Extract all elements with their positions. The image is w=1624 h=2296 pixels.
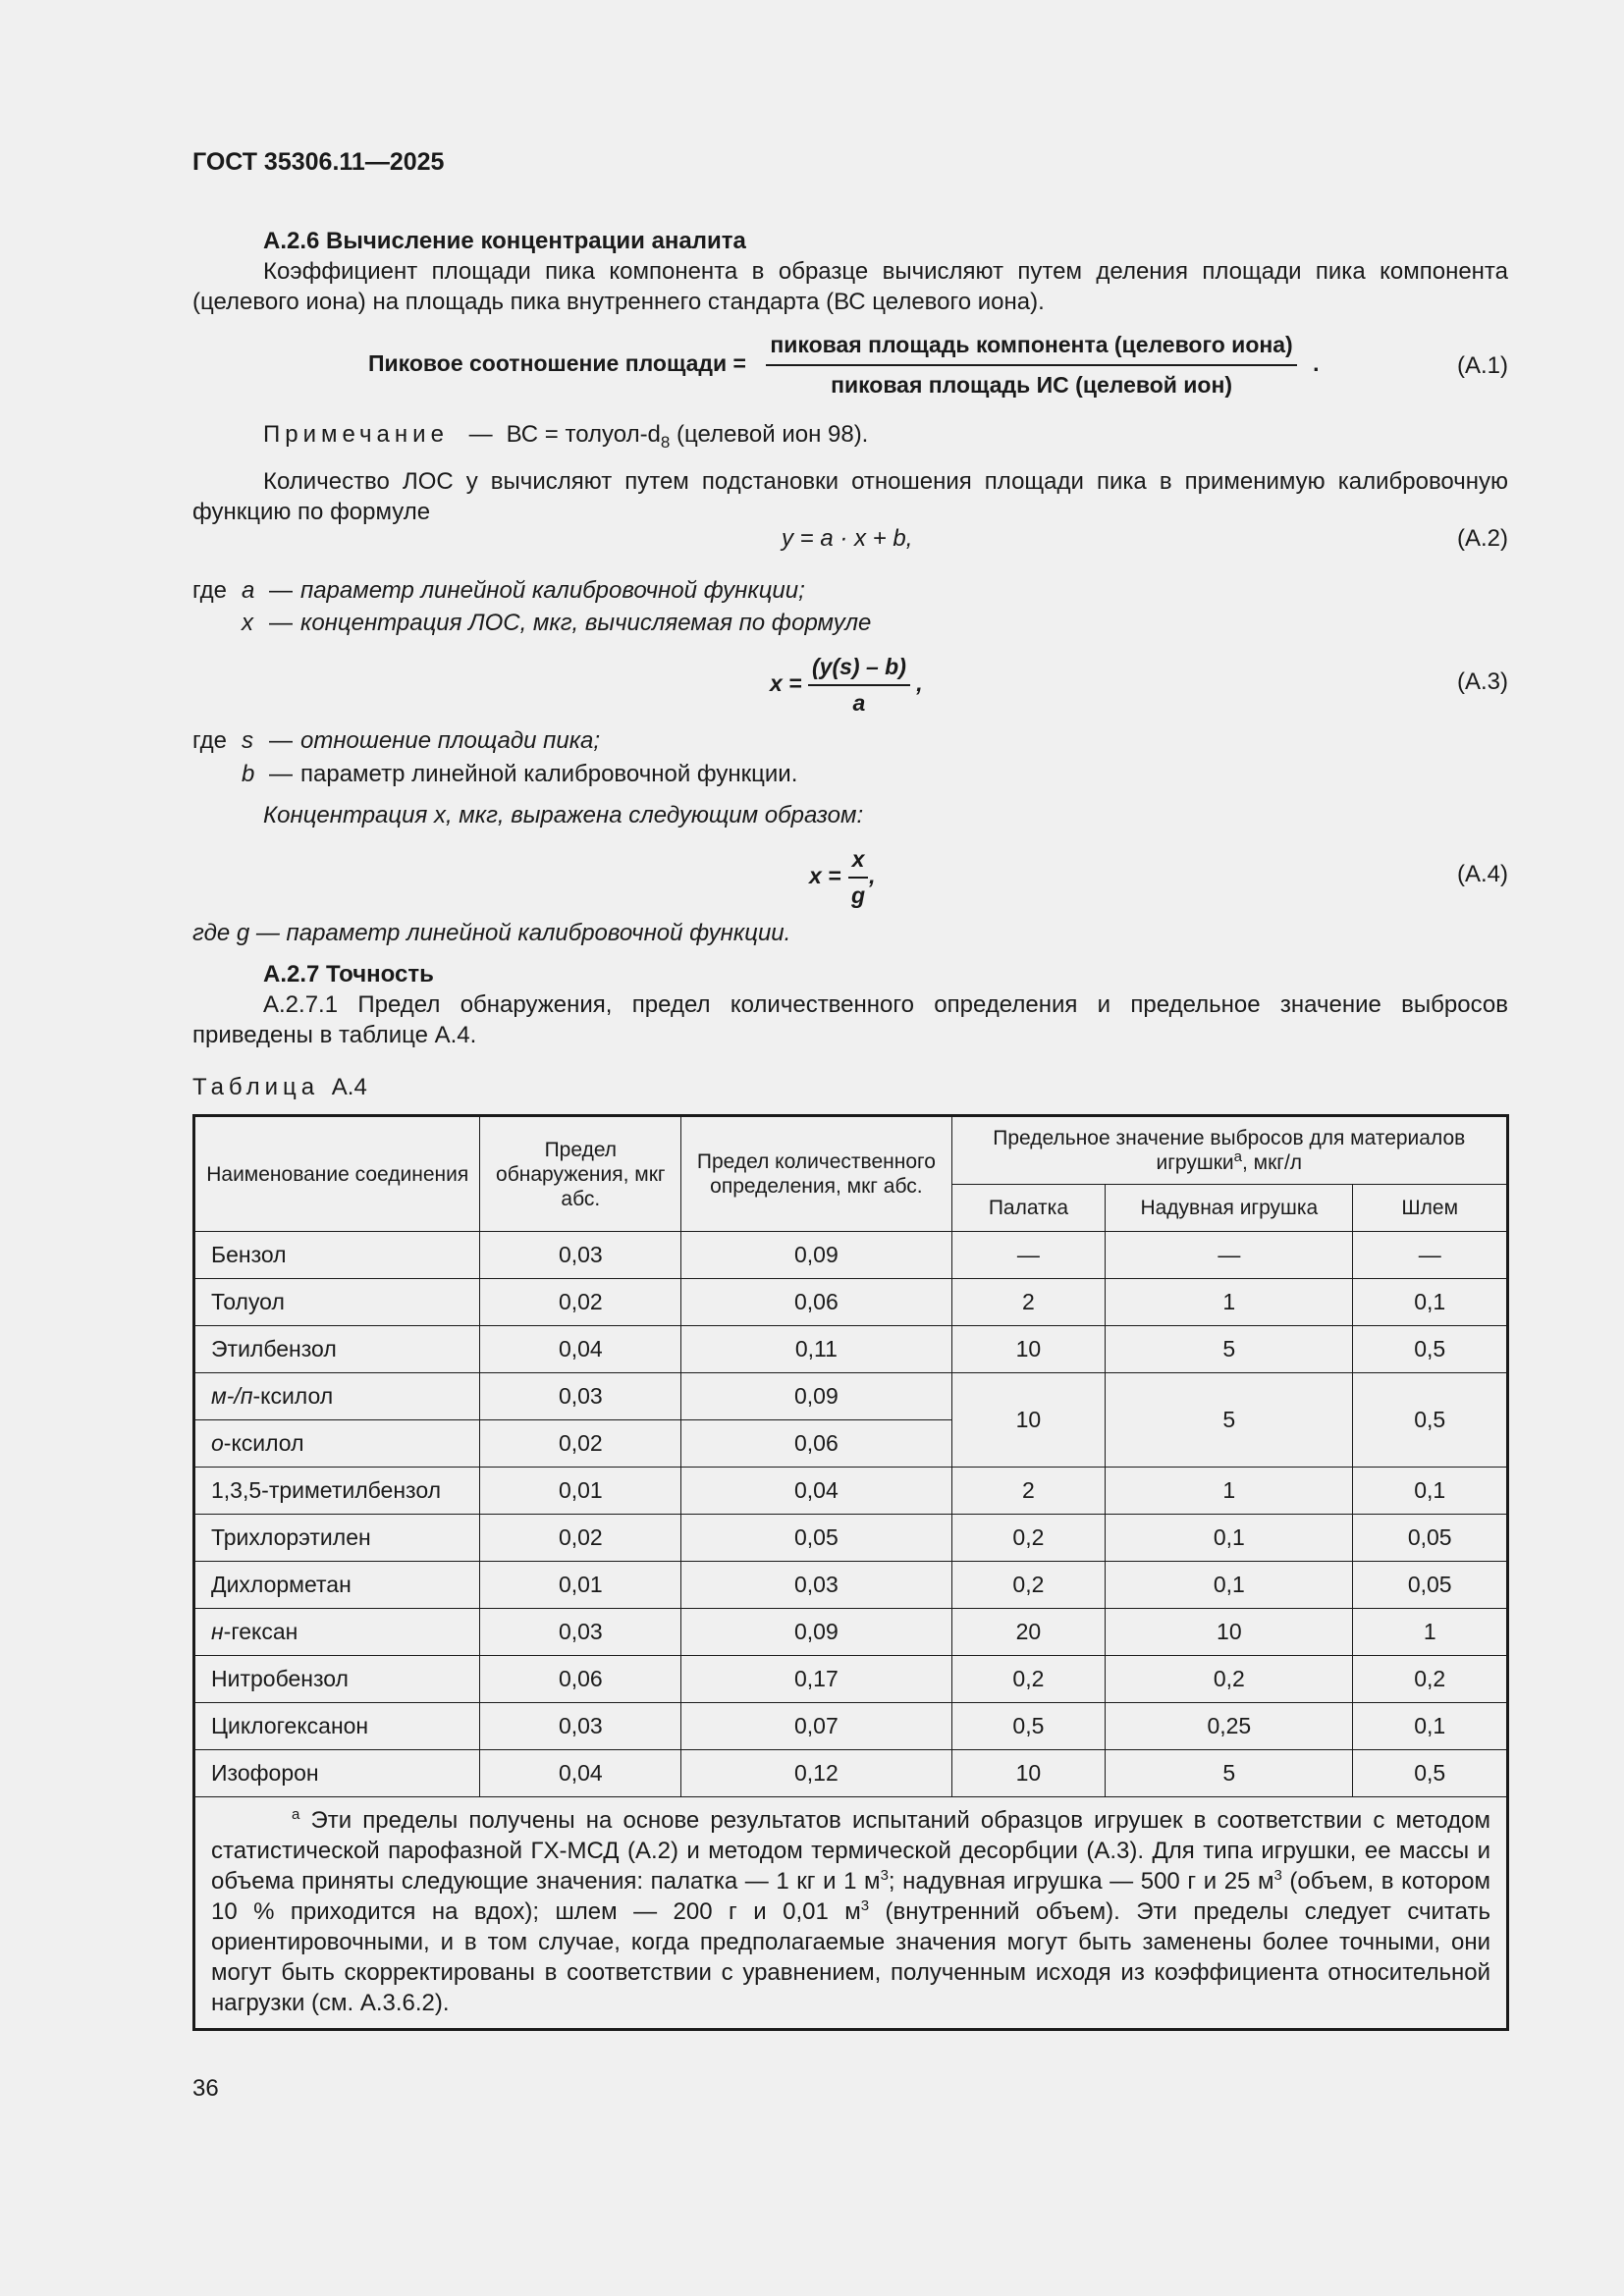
equation-a1-lhs: Пиковое соотношение площади = <box>368 350 746 377</box>
table-caption: Таблица А.4 <box>192 1074 367 1100</box>
equation-a3-fraction: $\frac{(y(s) - b)}{a}$ <box>808 652 910 719</box>
equation-a4-fraction: $\frac{x}{g}$ <box>847 844 869 911</box>
table-row: о-ксилол 0,02 0,06 <box>194 1420 1508 1468</box>
definition-x: x — концентрация ЛОС, мкг, вычисляемая по формуле <box>242 610 872 636</box>
paragraph-a26-intro: Коэффициент площади пика компонента в образце вычисляют путем деления площади пика компонента (целевого иона) на площадь пика внутреннего стандарта (ВС целевого иона). <box>192 258 1508 315</box>
section-title-a27: А.2.7 Точность <box>263 961 434 988</box>
definition-s: где s — отношение площади пика; <box>192 727 601 754</box>
header-lod: Предел обнаружения, мкг абс. <box>480 1116 681 1232</box>
definition-g: где g — параметр линейной калибровочной функции. <box>192 920 791 946</box>
note-dash: — <box>468 421 493 448</box>
equation-a1-number: (А.1) <box>1456 352 1508 379</box>
section-title-a26: А.2.6 Вычисление концентрации аналита <box>263 228 746 254</box>
note-text-pre: ВС = толуол-d <box>506 421 661 448</box>
note-text-sub: 8 <box>660 432 671 452</box>
equation-a2-number: (А.2) <box>1456 525 1508 552</box>
table-row: Циклогексанон 0,03 0,07 0,5 0,25 0,1 <box>194 1703 1508 1750</box>
equation-a4: x = $\frac{x}{g}$ , <box>809 844 875 911</box>
table-row: 1,3,5-триметилбензол 0,01 0,04 2 1 0,1 <box>194 1468 1508 1515</box>
table-row: н-гексан 0,03 0,09 20 10 1 <box>194 1609 1508 1656</box>
table-row: Бензол 0,03 0,09 — — — <box>194 1232 1508 1279</box>
equation-a3: x = $\frac{(y(s) - b)}{a}$ , <box>770 652 923 719</box>
header-loq: Предел количественного определения, мкг абс. <box>681 1116 951 1232</box>
header-emission-limit: Предельное значение выбросов для материалов игрушки$^a$, мкг/л <box>951 1116 1507 1185</box>
table-row: Трихлорэтилен 0,02 0,05 0,2 0,1 0,05 <box>194 1515 1508 1562</box>
equation-a1-fraction <box>766 330 1296 400</box>
note-text-post: (целевой ион 98). <box>670 421 869 448</box>
equation-a1-denominator: пиковая площадь ИС (целевой ион) <box>831 372 1233 398</box>
equation-a3-number: (А.3) <box>1456 668 1508 695</box>
paragraph-concentration: Концентрация x, мкг, выражена следующим образом: <box>263 802 864 828</box>
definition-a: где a — параметр линейной калибровочной функции; <box>192 577 805 604</box>
header-compound-name: Наименование соединения <box>194 1116 480 1232</box>
equation-a1 <box>368 330 1350 400</box>
note-label: Примечание <box>263 421 449 448</box>
equation-a1-numerator: пиковая площадь компонента (целевого иона) <box>766 330 1296 366</box>
table-row: м-/п-ксилол 0,03 0,09 10 5 0,5 <box>194 1373 1508 1420</box>
table-row: Толуол 0,02 0,06 2 1 0,1 <box>194 1279 1508 1326</box>
equation-a1-tail: . <box>1313 350 1320 377</box>
header-helmet: Шлем <box>1353 1185 1508 1232</box>
table-row: Дихлорметан 0,01 0,03 0,2 0,1 0,05 <box>194 1562 1508 1609</box>
page-number: 36 <box>192 2075 219 2102</box>
table-footnote: $^a$ Эти пределы получены на основе результатов испытаний образцов игрушек в соответствии с методом статистической парофазной ГХ-МСД (А.2) и методом термической десорбции (А.3). Для типа игрушки, ее массы и объема приняты следующие значения: палатка — 1 кг и 1 $м^3$; надувная игрушка — 500 г и 25 $м^3$ (объем, в котором 10 % приходится на вдох); шлем — 200 г и 0,01 $м^3$ (внутренний объем). Эти пределы следует считать ориентировочными, и в том случае, когда предполагаемые значения могут быть заменены более точными, они могут быть скорректированы в соответствии с уравнением, полученным исходя из коэффициента относительной нагрузки (см. А.3.6.2). <box>194 1797 1508 2030</box>
table-row: Этилбензол 0,04 0,11 10 5 0,5 <box>194 1326 1508 1373</box>
header-inflatable: Надувная игрушка <box>1106 1185 1353 1232</box>
document-header: ГОСТ 35306.11—2025 <box>192 148 445 176</box>
note-line <box>263 419 868 450</box>
paragraph-a271: А.2.7.1 Предел обнаружения, предел количественного определения и предельное значение выбросов приведены в таблице А.4. <box>192 991 1508 1048</box>
table-row: Изофорон 0,04 0,12 10 5 0,5 <box>194 1750 1508 1797</box>
definition-b: b — параметр линейной калибровочной функции. <box>242 761 798 787</box>
table-a4 <box>192 1114 1509 2031</box>
table-row: Нитробензол 0,06 0,17 0,2 0,2 0,2 <box>194 1656 1508 1703</box>
equation-a2: y = a · x + b, <box>782 525 913 552</box>
equation-a4-number: (А.4) <box>1456 861 1508 887</box>
paragraph-voc-quantity: Количество ЛОС y вычисляют путем подстановки отношения площади пика в применимую калибровочную функцию по формуле <box>192 468 1508 525</box>
header-tent: Палатка <box>951 1185 1106 1232</box>
